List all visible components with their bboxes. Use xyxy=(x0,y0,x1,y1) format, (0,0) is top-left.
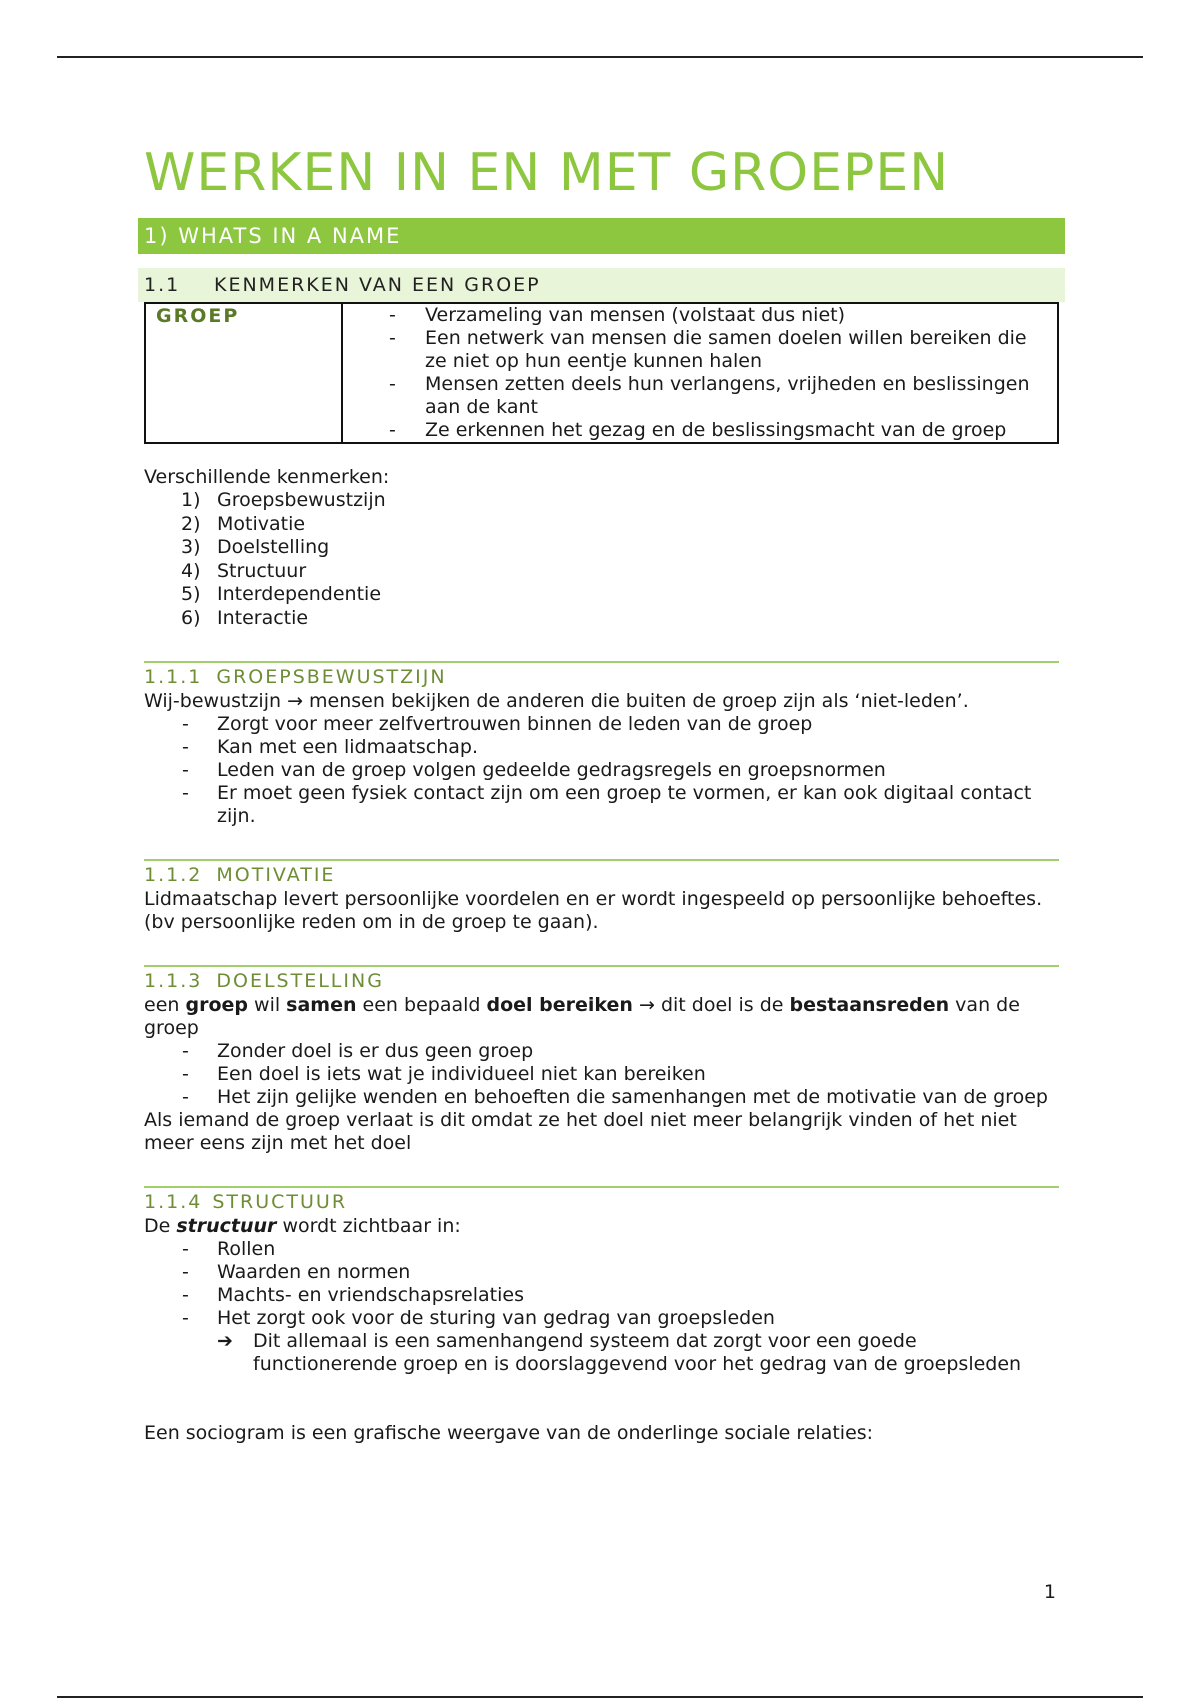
arrow-right-icon: ➔ xyxy=(217,1330,233,1352)
bullet-list xyxy=(144,713,1059,828)
list-label: Structuur xyxy=(217,559,307,582)
heading-1-1-4 xyxy=(144,1186,1059,1215)
arrow-item-text: Dit allemaal is een samenhangend systeem dat zorgt voor een goede functionerende groep en is doorslaggevend voor het gedrag van de groepsleden xyxy=(253,1330,1022,1375)
sociogram-paragraph: Een sociogram is een grafische weergave van de onderlinge sociale relaties: xyxy=(144,1422,874,1444)
section-doelstelling xyxy=(144,965,1059,1155)
list-item: - Machts- en vriendschapsrelaties xyxy=(144,1284,1059,1307)
list-number: 6) xyxy=(181,606,201,629)
list-label: Groepsbewustzijn xyxy=(217,489,386,511)
list-label: Doelstelling xyxy=(217,536,330,558)
list-item xyxy=(144,607,1059,631)
list-label: Motivatie xyxy=(217,512,306,535)
heading-text: DOELSTELLING xyxy=(216,970,384,992)
list-item: - Er moet geen fysiek contact zijn om een groep te vormen, er kan ook digitaal contact zijn. xyxy=(144,782,1059,828)
list-item: - Mensen zetten deels hun verlangens, vrijheden en beslissingen aan de kant xyxy=(343,373,1037,419)
heading-1: 1) WHATS IN A NAME xyxy=(138,218,1065,254)
list-number: 1) xyxy=(181,489,201,511)
definition-table xyxy=(144,302,1059,444)
text-run: wil xyxy=(247,994,287,1016)
section-groepsbewustzijn xyxy=(144,661,1059,828)
list-item xyxy=(144,489,1059,513)
list-item: - Kan met een lidmaatschap. xyxy=(144,736,1059,759)
bold-text: samen xyxy=(286,994,357,1016)
header-rule xyxy=(57,56,1143,58)
list-item: - Zonder doel is er dus geen groep xyxy=(144,1040,1059,1063)
list-number: 4) xyxy=(181,559,201,582)
text-run: een bepaald xyxy=(356,994,487,1016)
heading-text: GROEPSBEWUSTZIJN xyxy=(216,666,447,688)
list-item: - Leden van de groep volgen gedeelde gedragsregels en groepsnormen xyxy=(144,759,1059,782)
list-number: 3) xyxy=(181,536,201,558)
arrow-list-item xyxy=(144,1330,1059,1376)
heading-1-1 xyxy=(138,268,1065,302)
paragraph xyxy=(144,1215,1059,1238)
heading-number: 1.1.3 xyxy=(144,970,203,992)
list-item: - Zorgt voor meer zelfvertrouwen binnen de leden van de groep xyxy=(144,713,1059,736)
list-number: 5) xyxy=(181,583,201,605)
kenmerken-list xyxy=(144,489,1059,630)
heading-1-1-3 xyxy=(144,965,1059,994)
heading-text: STRUCTUUR xyxy=(212,1191,348,1213)
heading-number: 1.1.2 xyxy=(144,864,203,886)
heading-text: MOTIVATIE xyxy=(216,864,336,886)
document-body xyxy=(144,140,1059,1445)
paragraph xyxy=(144,994,1059,1040)
text-run: De xyxy=(144,1215,177,1237)
kenmerken-intro: Verschillende kenmerken: xyxy=(144,466,390,488)
list-item xyxy=(144,560,1059,584)
footer-rule xyxy=(57,1696,1143,1698)
list-number: 2) xyxy=(181,512,201,535)
list-item: - Verzameling van mensen (volstaat dus niet) xyxy=(343,304,1037,327)
section-motivatie xyxy=(144,859,1059,934)
section-structuur xyxy=(144,1186,1059,1376)
definition-cell xyxy=(342,303,1058,443)
definition-list xyxy=(343,304,1037,442)
list-item: - Het zijn gelijke wenden en behoeften die samenhangen met de motivatie van de groep xyxy=(144,1086,1059,1109)
heading-number: 1.1.1 xyxy=(144,666,203,688)
paragraph: Lidmaatschap levert persoonlijke voordelen en er wordt ingespeeld op persoonlijke behoeftes. (bv persoonlijke reden om in de groep te gaan). xyxy=(144,888,1043,933)
definition-term: GROEP xyxy=(145,303,342,443)
bullet-list xyxy=(144,1040,1059,1109)
list-item xyxy=(144,583,1059,607)
text-run: wordt zichtbaar in: xyxy=(276,1215,461,1237)
heading-number: 1.1.4 xyxy=(144,1191,203,1213)
list-item xyxy=(144,513,1059,537)
kenmerken-block xyxy=(144,466,1059,630)
heading-1-1-2 xyxy=(144,859,1059,888)
list-item: - Waarden en normen xyxy=(144,1261,1059,1284)
list-item: - Rollen xyxy=(144,1238,1059,1261)
list-item: - Een netwerk van mensen die samen doelen willen bereiken die ze niet op hun eentje kunnen halen xyxy=(343,327,1037,373)
text-run: een xyxy=(144,994,186,1016)
list-label: Interactie xyxy=(217,606,309,629)
paragraph: Wij-bewustzijn → mensen bekijken de anderen die buiten de groep zijn als ‘niet-leden’. xyxy=(144,690,969,712)
text-run: → dit doel is de xyxy=(632,994,790,1016)
heading-1-1-1 xyxy=(144,661,1059,690)
document-title: WERKEN IN EN MET GROEPEN xyxy=(144,143,950,203)
list-item: - Ze erkennen het gezag en de beslissingsmacht van de groep xyxy=(343,419,1037,442)
list-item xyxy=(144,536,1059,560)
bold-text: bestaansreden xyxy=(789,994,950,1016)
page-number: 1 xyxy=(1043,1581,1056,1603)
text-run: van de groep xyxy=(144,994,1020,1039)
list-item: - Het zorgt ook voor de sturing van gedrag van groepsleden xyxy=(144,1307,1059,1330)
bold-text: doel bereiken xyxy=(486,994,633,1016)
list-item: - Een doel is iets wat je individueel niet kan bereiken xyxy=(144,1063,1059,1086)
bold-text: groep xyxy=(185,994,248,1016)
bullet-list xyxy=(144,1238,1059,1330)
paragraph: Als iemand de groep verlaat is dit omdat ze het doel niet meer belangrijk vinden of het niet meer eens zijn met het doel xyxy=(144,1109,1017,1154)
heading-number: 1.1 xyxy=(144,274,181,296)
list-label: Interdependentie xyxy=(217,583,382,605)
heading-text: KENMERKEN VAN EEN GROEP xyxy=(214,274,541,296)
bold-italic-text: structuur xyxy=(176,1215,277,1237)
